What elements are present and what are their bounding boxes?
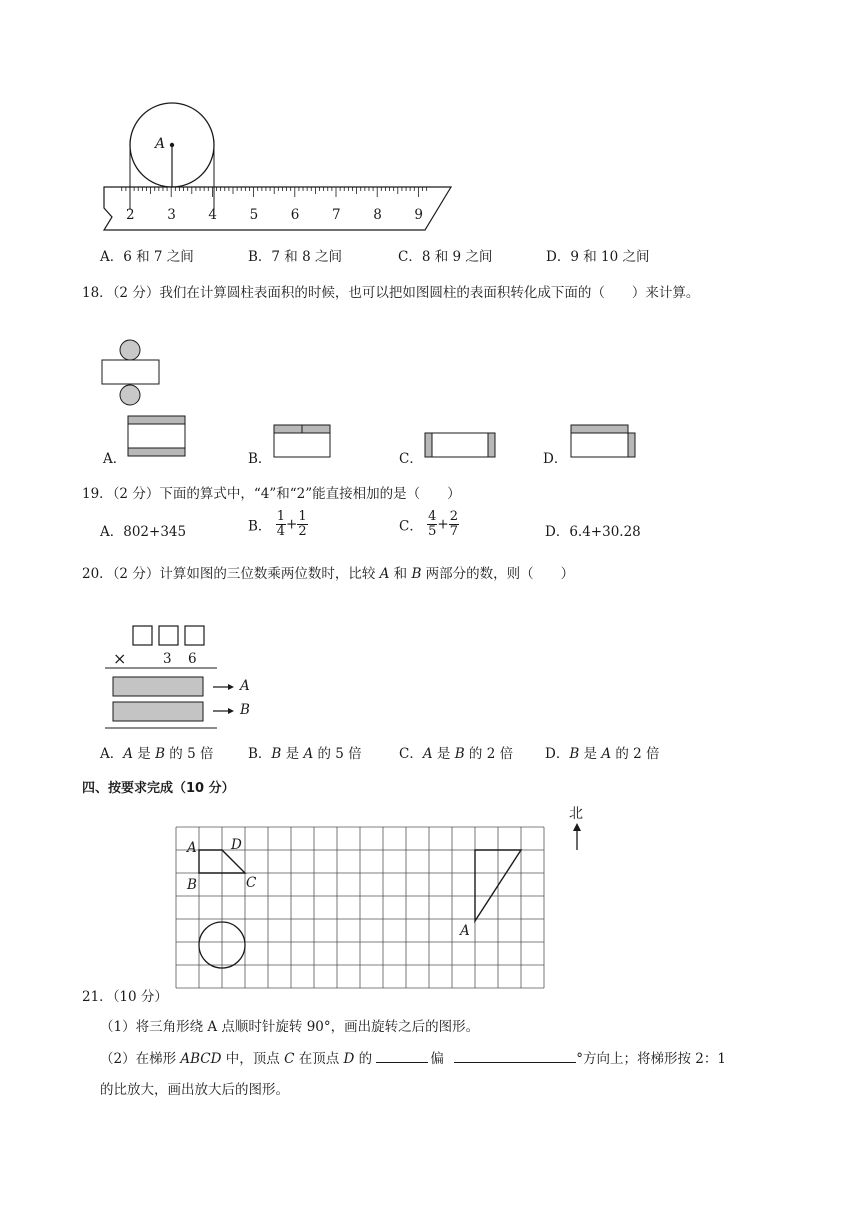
trap-label-c: C xyxy=(246,875,257,891)
angle-blank[interactable] xyxy=(454,1050,576,1063)
q20-option-c[interactable]: C．A 是 B 的 2 倍 xyxy=(399,746,514,762)
triangle-label-a: A xyxy=(460,923,470,939)
q17-option-a[interactable]: A．6 和 7 之间 xyxy=(100,249,194,265)
q17-option-d[interactable]: D．9 和 10 之间 xyxy=(546,249,650,265)
trap-label-a: A xyxy=(187,840,197,856)
north-label: 北 xyxy=(569,806,583,822)
q18-option-d-label[interactable]: D． xyxy=(543,451,568,467)
q19-option-d[interactable]: D．6.4+30.28 xyxy=(545,524,641,540)
q18-option-c-label[interactable]: C． xyxy=(399,451,423,467)
q18-stem: 18．（2 分）我们在计算圆柱表面积的时候，也可以把如图圆柱的表面积转化成下面的（ ）来计算。 xyxy=(82,285,700,301)
q20-option-a[interactable]: A．A 是 B 的 5 倍 xyxy=(100,746,214,762)
ruler-number: 5 xyxy=(249,207,259,223)
q20-stem: 20．（2 分）计算如图的三位数乘两位数时，比较 A 和 B 两部分的数，则（ ） xyxy=(82,566,575,582)
q21-stem: 21．（10 分） xyxy=(82,989,168,1005)
q18-option-b-label[interactable]: B． xyxy=(248,451,272,467)
q21-part1: （1）将三角形绕 A 点顺时针旋转 90°，画出旋转之后的图形。 xyxy=(100,1019,480,1035)
q17-option-b[interactable]: B．7 和 8 之间 xyxy=(248,249,342,265)
q19-option-b[interactable]: B． $\frac{1}{4}$ + $\frac{1}{2}$ xyxy=(248,509,307,539)
ruler-number: 3 xyxy=(167,207,176,223)
q20-option-d[interactable]: D．B 是 A 的 2 倍 xyxy=(545,746,660,762)
ruler-number: 6 xyxy=(290,207,300,223)
times-sign: × xyxy=(113,649,127,668)
ruler-number: 2 xyxy=(126,207,135,223)
q20-option-b[interactable]: B．B 是 A 的 5 倍 xyxy=(248,746,362,762)
ruler-number: 7 xyxy=(332,207,341,223)
section-4-title: 四、按要求完成（10 分） xyxy=(82,781,235,796)
point-a-label: A xyxy=(155,136,166,152)
q17-option-c[interactable]: C．8 和 9 之间 xyxy=(398,249,493,265)
ruler-number: 4 xyxy=(208,207,217,223)
digit-3: 3 xyxy=(163,651,172,667)
q19-stem: 19．（2 分）下面的算式中，“4”和“2”能直接相加的是（ ） xyxy=(82,486,461,502)
trap-label-b: B xyxy=(187,877,197,893)
ruler-number: 9 xyxy=(414,207,423,223)
digit-6: 6 xyxy=(188,651,197,667)
q19-option-c[interactable]: C． $\frac{4}{5}$ + $\frac{2}{7}$ xyxy=(399,509,459,539)
part-b-label: B xyxy=(240,702,250,718)
q18-option-a-label[interactable]: A． xyxy=(103,451,127,467)
part-a-label: A xyxy=(240,678,250,694)
q19-option-a[interactable]: A．802+345 xyxy=(100,524,187,540)
trap-label-d: D xyxy=(231,837,242,853)
direction-blank[interactable] xyxy=(376,1050,428,1063)
ruler-number: 8 xyxy=(373,207,382,223)
q21-part2: （2）在梯形 ABCD 中，顶点 C 在顶点 D 的 偏 °方向上；将梯形按 2：1 xyxy=(100,1051,726,1067)
q21-part2-line2: 的比放大，画出放大后的图形。 xyxy=(100,1082,289,1098)
